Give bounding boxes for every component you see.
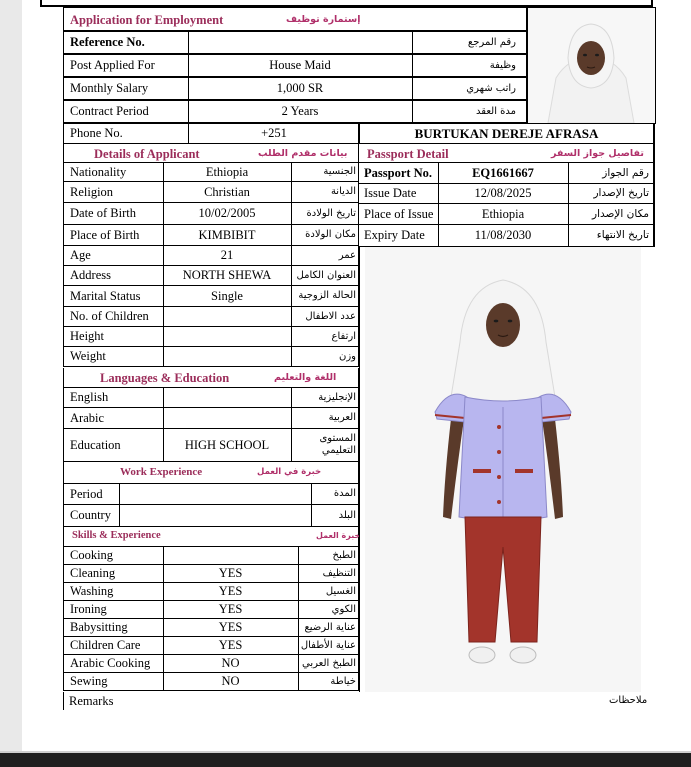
cell-divider (291, 182, 292, 202)
top-border (40, 0, 653, 7)
passport-arabic: رقم الجواز (602, 166, 649, 179)
row-value: Single (211, 288, 243, 303)
table-row (63, 225, 359, 246)
cell-divider (291, 266, 292, 285)
section-title: Details of Applicant (94, 147, 200, 161)
table-row (63, 388, 359, 408)
row-value: YES (218, 638, 243, 653)
row-value: YES (218, 584, 243, 599)
row-label: Babysitting (70, 620, 128, 635)
cell-divider (568, 184, 569, 203)
row-arabic: مكان الولادة (305, 229, 356, 240)
cell-divider (298, 601, 299, 618)
table-row (63, 286, 359, 307)
remarks-label: Remarks (69, 693, 114, 708)
passport-row (359, 204, 654, 225)
row-arabic: الطبخ العربي (302, 657, 356, 669)
row-label: Washing (70, 584, 114, 599)
row-label: Date of Birth (70, 206, 136, 221)
passport-row (359, 225, 654, 247)
table-row (63, 429, 359, 462)
row-label: Place of Birth (70, 227, 140, 242)
table-row (63, 673, 359, 691)
section-title-arabic: اللغة والتعليم (274, 372, 337, 383)
row-label: Marital Status (70, 288, 141, 303)
row-arabic: البلد (338, 509, 356, 521)
passport-value: 11/08/2030 (474, 228, 532, 243)
cell-divider (291, 429, 292, 461)
row-value: HIGH SCHOOL (184, 437, 270, 452)
row-arabic: الديانة (330, 186, 356, 197)
passport-value: EQ1661667 (472, 165, 534, 180)
table-row (63, 547, 359, 565)
row-arabic: تاريخ الولادة (306, 207, 356, 219)
top-row (63, 100, 527, 123)
row-label: Age (70, 248, 91, 263)
table-row (63, 619, 359, 637)
candidate-name-box (359, 123, 654, 144)
cell-divider (298, 547, 299, 564)
cell-divider (291, 408, 292, 428)
table-row (63, 203, 359, 225)
headshot-image (528, 8, 655, 123)
row-value: KIMBIBIT (198, 227, 256, 242)
section-title-arabic: بيانات مقدم الطلب (258, 148, 348, 159)
top-row-arabic: رقم المرجع (467, 36, 516, 48)
row-value: NORTH SHEWA (182, 268, 272, 283)
table-row (63, 601, 359, 619)
cell-divider (412, 55, 413, 76)
row-arabic: الغسيل (325, 585, 356, 597)
section-title-arabic: خبرة العمل (316, 531, 361, 540)
row-arabic: المستوى التعليمي (319, 433, 356, 456)
section-title-arabic: خبرة في العمل (257, 467, 322, 477)
cell-divider (291, 203, 292, 224)
table-row (63, 182, 359, 203)
photo-left-border (359, 247, 360, 692)
skills-header (63, 527, 359, 547)
row-label: Education (70, 437, 121, 452)
cell-divider (298, 565, 299, 582)
section-title-arabic: تفاصيل جواز السفر (551, 148, 644, 159)
headshot-photo (527, 7, 656, 124)
row-label: Children Care (70, 638, 141, 653)
cell-divider (568, 163, 569, 183)
passport-header (359, 144, 654, 163)
phone-value: +251 (261, 126, 287, 141)
cell-divider (568, 204, 569, 224)
row-label: Period (70, 486, 103, 501)
row-label: Arabic Cooking (70, 656, 151, 671)
row-label: Height (70, 329, 105, 344)
row-arabic: العنوان الكامل (296, 269, 356, 281)
row-label: English (70, 390, 109, 405)
row-arabic: المدة (333, 488, 356, 499)
section-title: Work Experience (120, 466, 203, 478)
top-row-arabic: راتب شهري (466, 82, 516, 94)
row-arabic: الطبخ (332, 549, 356, 561)
cell-divider (291, 286, 292, 306)
top-row-value: 1,000 SR (276, 81, 324, 96)
row-arabic: ارتفاع (331, 330, 356, 342)
row-arabic: وزن (338, 350, 356, 362)
section-title: Skills & Experience (72, 530, 161, 541)
passport-value: 12/08/2025 (474, 186, 532, 201)
row-label: Nationality (70, 164, 127, 179)
passport-arabic: تاريخ الانتهاء (596, 229, 649, 242)
cell-divider (311, 505, 312, 526)
row-arabic: الحالة الزوجية (298, 290, 356, 301)
cell-divider (412, 78, 413, 99)
table-row (63, 505, 359, 527)
remarks-label-arabic: ملاحظات (609, 695, 648, 706)
application-title-box (63, 7, 527, 31)
row-arabic: الكوي (331, 603, 356, 615)
top-row-value: House Maid (269, 58, 331, 73)
cell-divider (291, 246, 292, 265)
row-value (163, 307, 291, 326)
cell-divider (412, 101, 413, 122)
row-label: Religion (70, 184, 114, 199)
row-label: Ironing (70, 602, 107, 617)
candidate-name: BURTUKAN DEREJE AFRASA (414, 126, 599, 141)
languages-header (63, 368, 359, 388)
row-arabic: عناية الأطفال (300, 639, 356, 651)
row-arabic: العربية (328, 412, 356, 423)
table-row (63, 163, 359, 182)
table-row (63, 583, 359, 601)
row-value: Ethiopia (205, 164, 249, 179)
remarks-left-border (63, 692, 64, 710)
row-arabic: عدد الاطفال (305, 310, 356, 322)
cell-divider (298, 673, 299, 690)
row-value (119, 484, 311, 504)
row-arabic: التنظيف (322, 567, 356, 579)
passport-label: Expiry Date (364, 228, 425, 243)
phone-label: Phone No. (70, 126, 123, 141)
cell-divider (291, 163, 292, 181)
cell-divider (412, 32, 413, 53)
table-row (63, 565, 359, 583)
top-row-value: 2 Years (281, 104, 319, 119)
table-row (63, 655, 359, 673)
row-arabic: خياطة (330, 675, 356, 687)
row-value (163, 547, 298, 564)
row-value: YES (218, 602, 243, 617)
table-row (63, 484, 359, 505)
passport-label: Issue Date (364, 186, 417, 201)
passport-value: Ethiopia (481, 206, 525, 221)
row-label: Sewing (70, 674, 108, 689)
top-row-label: Monthly Salary (70, 81, 149, 96)
top-row (63, 54, 527, 77)
row-label: Weight (70, 349, 106, 364)
table-row (63, 307, 359, 327)
row-value: NO (221, 674, 240, 689)
row-arabic: عمر (338, 249, 356, 261)
row-value: YES (218, 566, 243, 581)
row-arabic: الجنسية (323, 166, 356, 177)
row-value (119, 505, 311, 526)
cell-divider (311, 484, 312, 504)
row-value: NO (221, 656, 240, 671)
row-value: 10/02/2005 (198, 206, 256, 221)
passport-right-border (654, 123, 655, 247)
application-title-arabic: إستمارة توظيف (286, 14, 361, 25)
top-row-arabic: وظيفة (489, 59, 516, 71)
cell-divider (298, 583, 299, 600)
cell-divider (291, 388, 292, 407)
table-row (63, 637, 359, 655)
row-label: Country (70, 508, 111, 523)
table-row (63, 246, 359, 266)
table-row (63, 266, 359, 286)
passport-arabic: مكان الإصدار (592, 207, 649, 220)
top-row-label: Post Applied For (70, 58, 155, 73)
row-value (163, 347, 291, 366)
passport-row (359, 184, 654, 204)
work-header (63, 462, 359, 484)
remarks-row (63, 692, 654, 710)
row-value (163, 408, 291, 428)
row-value (163, 388, 291, 407)
cell-divider (291, 327, 292, 346)
row-value: 21 (220, 248, 234, 263)
passport-row (359, 163, 654, 184)
table-row (63, 408, 359, 429)
section-title: Languages & Education (100, 371, 230, 385)
cell-divider (568, 225, 569, 246)
section-title: Passport Detail (367, 147, 449, 161)
table-row (63, 327, 359, 347)
full-body-image (365, 247, 641, 692)
full-body-photo (365, 247, 641, 692)
passport-label: Place of Issue (364, 206, 434, 221)
row-value: Christian (204, 184, 250, 199)
row-label: No. of Children (70, 309, 149, 324)
top-row-arabic: مدة العقد (476, 105, 516, 117)
row-label: Address (70, 268, 111, 283)
top-row-value (188, 32, 412, 53)
phone-row (63, 123, 359, 144)
row-label: Cooking (70, 548, 114, 563)
row-label: Arabic (70, 410, 105, 425)
details-header (63, 144, 359, 163)
row-arabic: عناية الرضيع (304, 621, 356, 633)
row-arabic: الإنجليزية (318, 391, 356, 403)
cell-divider (298, 655, 299, 672)
passport-label: Passport No. (364, 165, 433, 180)
passport-arabic: تاريخ الإصدار (593, 187, 649, 200)
row-value: YES (218, 620, 243, 635)
cell-divider (291, 307, 292, 326)
row-value (163, 327, 291, 346)
top-row (63, 77, 527, 100)
application-title: Application for Employment (70, 13, 224, 27)
cell-divider (298, 637, 299, 654)
top-row (63, 31, 527, 54)
row-label: Cleaning (70, 566, 116, 581)
cell-divider (291, 347, 292, 366)
cell-divider (291, 225, 292, 245)
cell-divider (298, 619, 299, 636)
taskbar (0, 753, 691, 767)
top-row-label: Reference No. (70, 35, 145, 50)
top-row-label: Contract Period (70, 104, 149, 119)
table-row (63, 347, 359, 367)
